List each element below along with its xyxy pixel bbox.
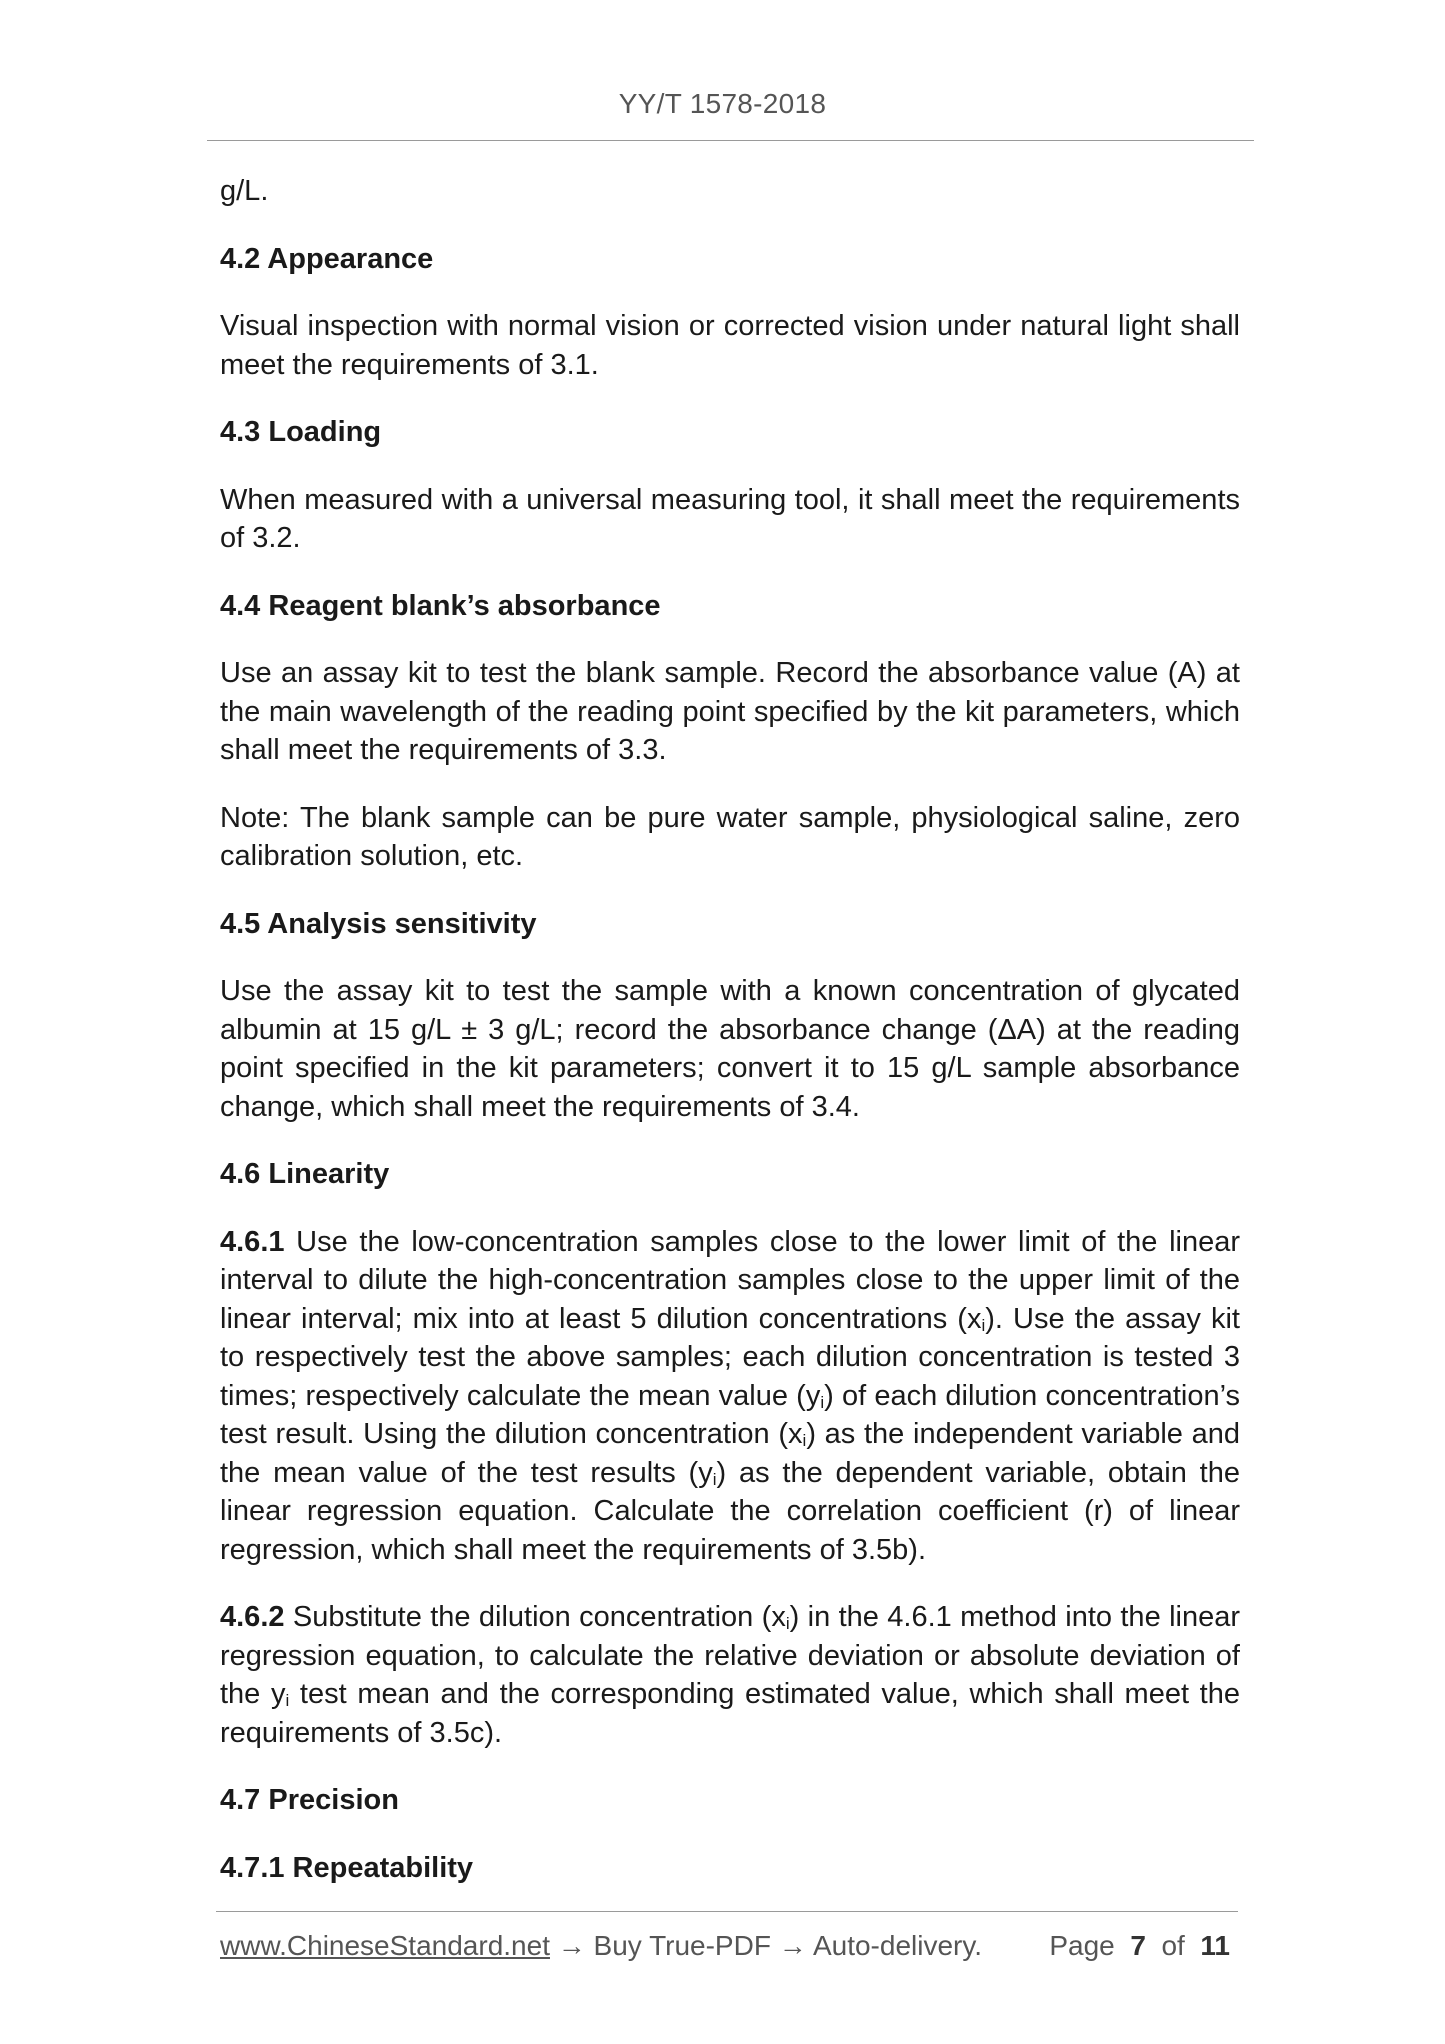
- text-segment: ) of each dilution concentration’s test result. Using the dilution concentration (x: [220, 1379, 1241, 1450]
- buy-true-pdf-text: Buy True-PDF: [593, 1930, 771, 1961]
- heading-4-7: 4.7 Precision: [220, 1784, 399, 1816]
- header-divider: [207, 140, 1254, 141]
- footer-divider: [216, 1911, 1238, 1912]
- paragraph-4-2: Visual inspection with normal vision or corrected vision under natural light shall meet the requirements of 3.1.: [220, 310, 1240, 381]
- paragraph-4-5: Use the assay kit to test the sample with a known concentration of glycated albumin at 15 g/L ± 3 g/L; record the absorbance change (ΔA) at the reading point specified in the kit parameters; convert it to 15 g/L sample absorbance change, which shall meet the requirements of 3.4.: [220, 975, 1240, 1123]
- page-content: [220, 172, 1240, 1916]
- arrow-right-icon: →: [778, 1930, 807, 1961]
- subscript-i: i: [712, 1469, 717, 1489]
- paragraph-4-4: Use an assay kit to test the blank sample. Record the absorbance value (A) at the main wavelength of the reading point specified by the kit parameters, which shall meet the requirements of 3.3.: [220, 657, 1240, 766]
- subscript-i: i: [820, 1392, 825, 1412]
- of-label: of: [1161, 1930, 1185, 1961]
- heading-4-3: 4.3 Loading: [220, 416, 382, 448]
- text-segment: test mean and the corresponding estimated value, which shall meet the requirements of 3.5c).: [220, 1678, 1240, 1749]
- clause-number-4-6-2: 4.6.2: [220, 1601, 285, 1633]
- heading-4-7-1: 4.7.1 Repeatability: [220, 1851, 474, 1884]
- continued-paragraph: g/L.: [220, 175, 269, 207]
- footer-left: [220, 1930, 982, 1962]
- arrow-right-icon: →: [557, 1930, 586, 1961]
- text-segment: ) in the 4.6.1 method into the linear regression equation, to calculate the relative deviation or absolute deviation of the y: [220, 1601, 1240, 1710]
- heading-4-4: 4.4 Reagent blank’s absorbance: [220, 589, 661, 622]
- text-segment: ) as the independent variable and the mean value of the test results (y: [220, 1418, 1240, 1489]
- total-pages: 11: [1200, 1930, 1230, 1961]
- chinesestandard-link[interactable]: www.ChineseStandard.net: [220, 1930, 550, 1961]
- text-segment: ). Use the assay kit to respectively test the above samples; each dilution concentration is tested 3 times; respectively calculate the mean value (y: [220, 1302, 1240, 1412]
- clause-number-4-6-1: 4.6.1: [220, 1225, 285, 1258]
- text-segment: Use the low-concentration samples close to the lower limit of the linear interval to dilute the high-concentration samples close to the upper limit of the linear interval; mix into at least 5 dilution concentrations (x: [220, 1225, 1240, 1335]
- subscript-i: i: [785, 1614, 790, 1633]
- note-4-4: Note: The blank sample can be pure water sample, physiological saline, zero calibration solution, etc.: [220, 801, 1240, 872]
- text-segment: Substitute the dilution concentration (x: [284, 1601, 786, 1633]
- paragraph-4-3: When measured with a universal measuring tool, it shall meet the requirements of 3.2.: [220, 483, 1240, 554]
- current-page: 7: [1130, 1930, 1146, 1961]
- page-label: Page: [1049, 1930, 1115, 1961]
- subscript-i: i: [981, 1315, 986, 1335]
- subscript-i: i: [802, 1431, 807, 1450]
- text-segment: ) as the dependent variable, obtain the linear regression equation. Calculate the correlation coefficient (r) of linear regression, which shall meet the requirements of 3.5b).: [220, 1456, 1240, 1566]
- auto-delivery-text: Auto-delivery.: [812, 1930, 983, 1961]
- paragraph-4-6-2: [220, 1598, 1240, 1752]
- paragraph-4-6-1: [220, 1223, 1240, 1570]
- subscript-i: i: [285, 1691, 290, 1710]
- page-header-code: YY/T 1578-2018: [618, 88, 827, 119]
- heading-4-2: 4.2 Appearance: [220, 242, 434, 275]
- page-number: [1049, 1930, 1230, 1962]
- heading-4-6: 4.6 Linearity: [220, 1158, 390, 1190]
- heading-4-5: 4.5 Analysis sensitivity: [220, 907, 537, 940]
